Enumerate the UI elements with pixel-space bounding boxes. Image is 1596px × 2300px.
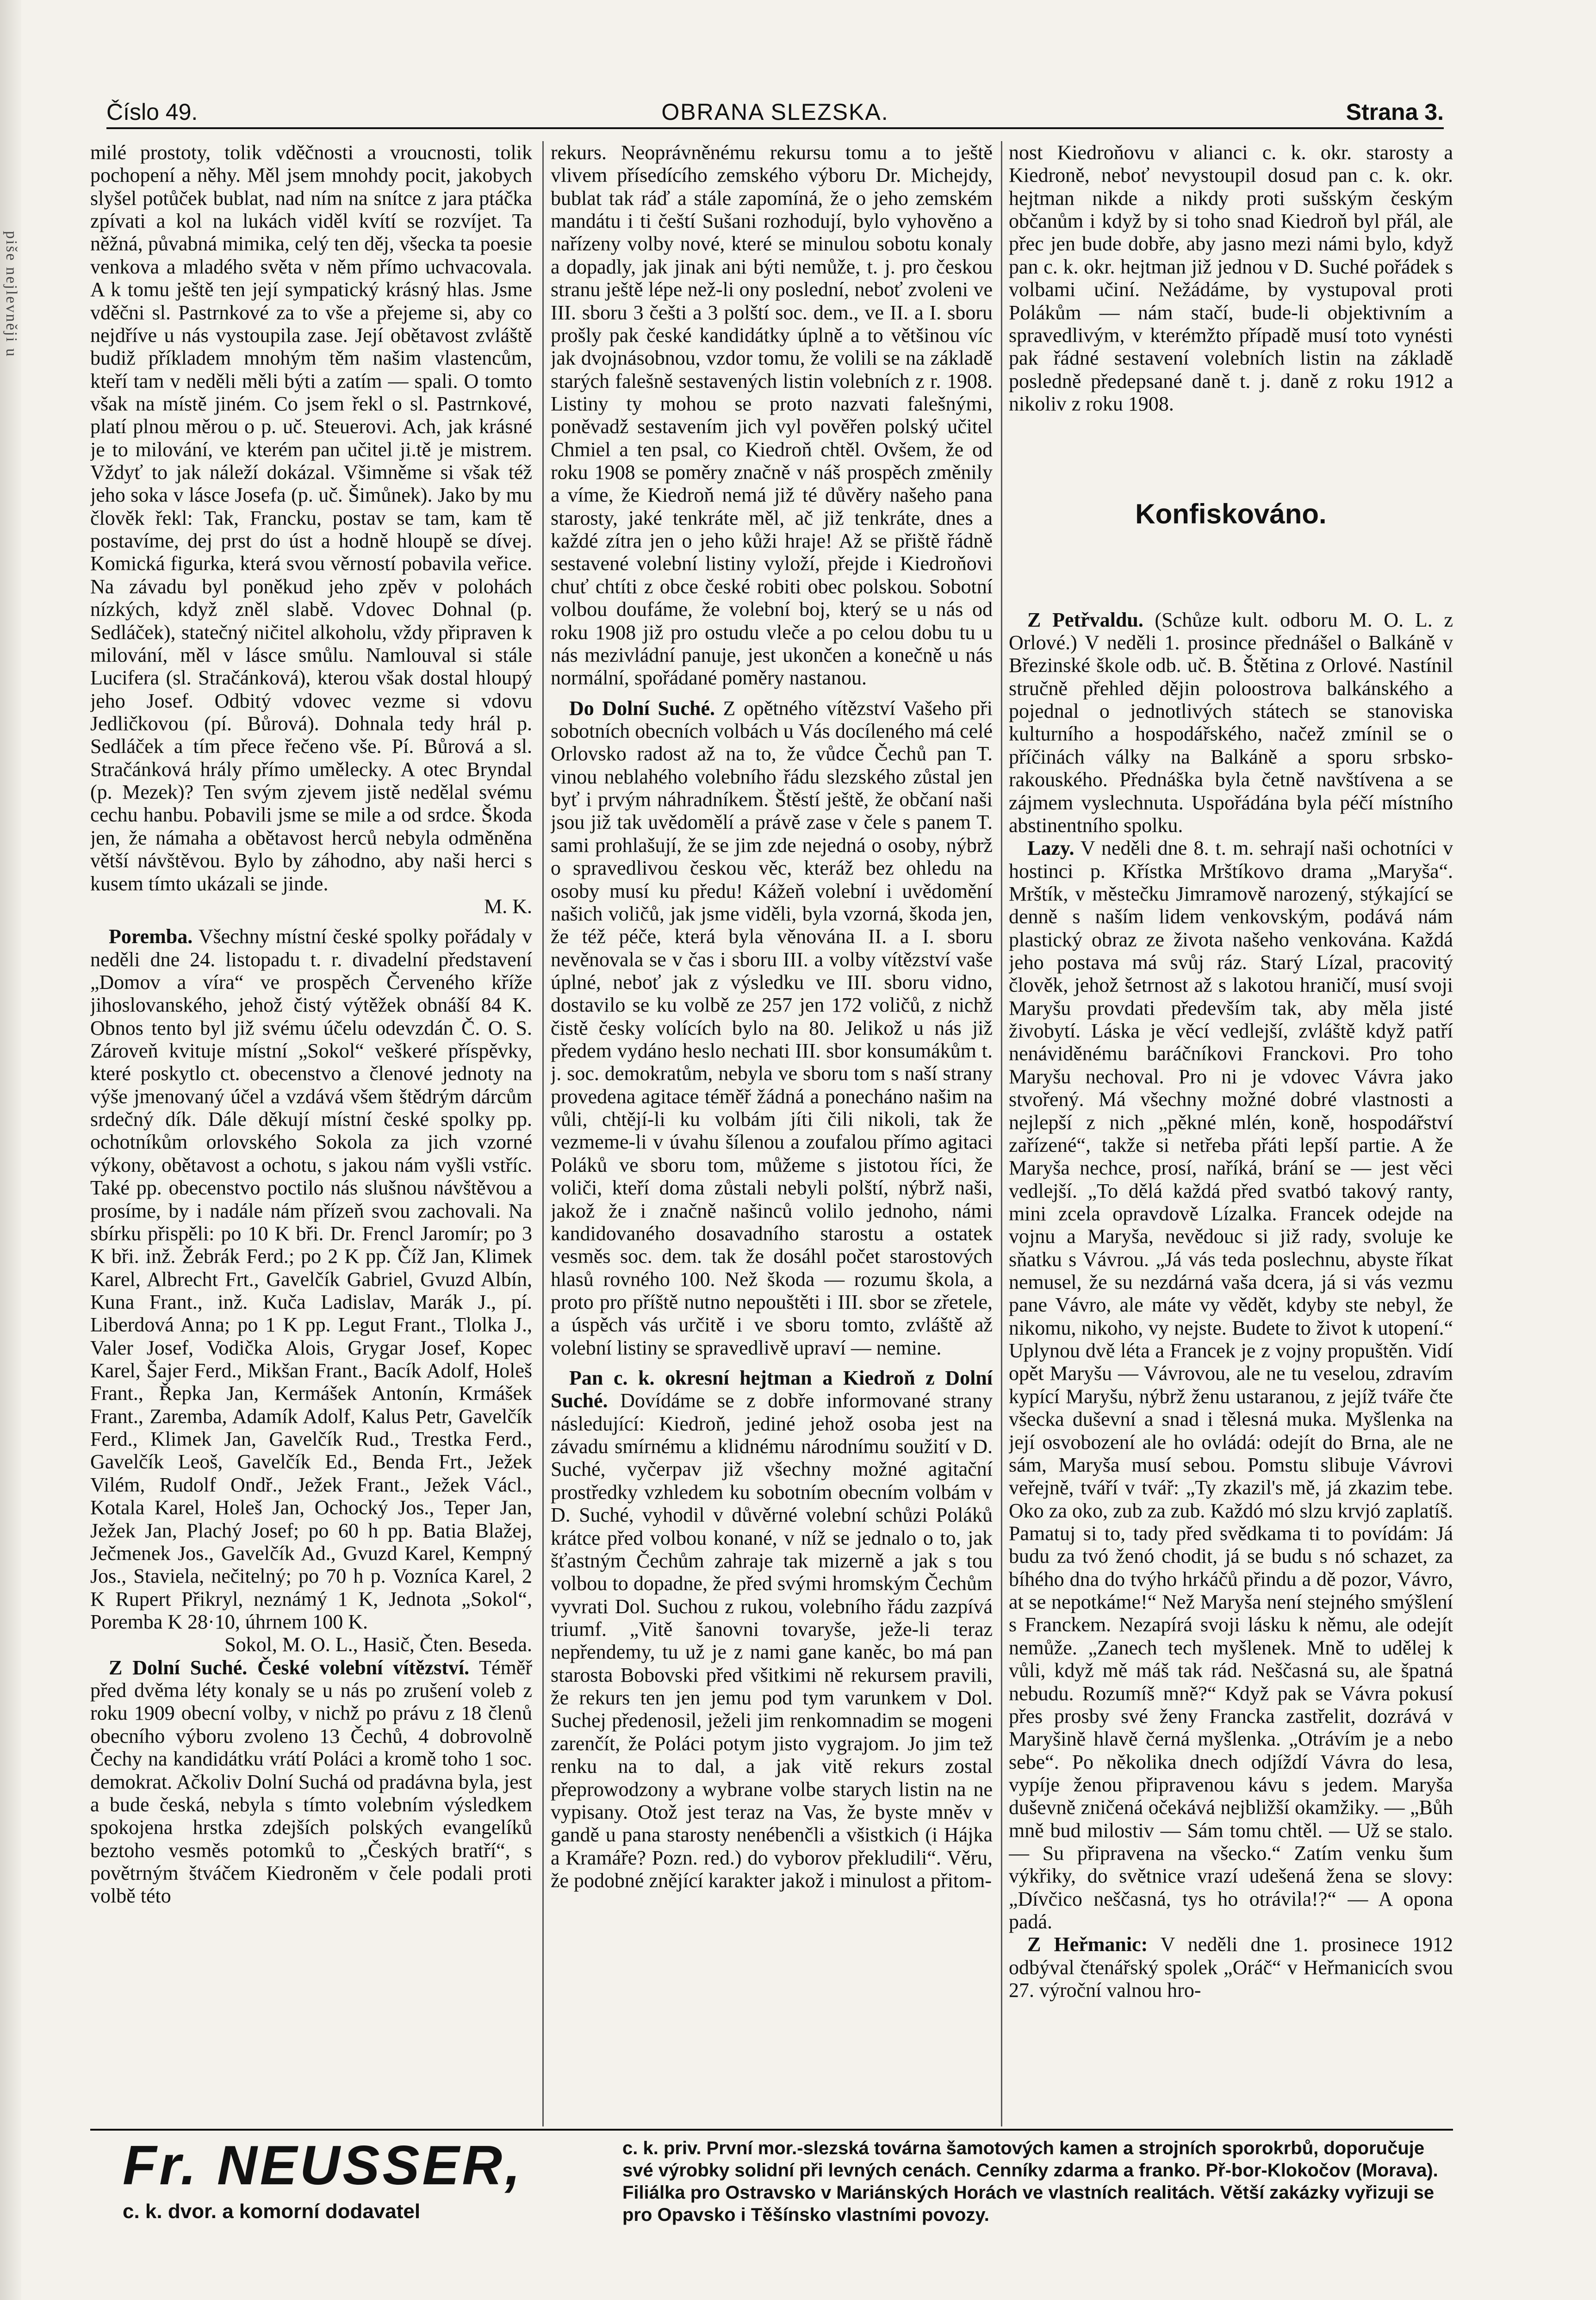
logo-name: Fr. NEUSSER,	[123, 2134, 523, 2196]
signature: Sokol, M. O. L., Hasič, Čten. Beseda.	[224, 1633, 532, 1656]
advertiser-logo	[90, 2131, 595, 2251]
article-text: nost Kiedroňovu v alianci c. k. okr. starosty a Kiedroně, neboť nevystoupil dosud pan c. k. okr. hejtman nikde a nikdy proti sušským českým občanům i když by si toho snad Kiedroň byl přál, ale přec jen bude dobře, aby jasno mezi námi bylo, když pan c. k. okr. hejtman již jednou v D. Suché pořádek s volbami učiní. Nežádáme, by vystupoval proti Polákům — nám stačí, bude-li objektivním a spravedlivým, v kterémžto případě musí toto vynésti pak řádné sestavení volebních listin na základě posledně předepsané daně t. j. daně z roku 1912 a nikoliv z roku 1908.	[1009, 141, 1453, 415]
article-heading: Z Heřmanic:	[1027, 1933, 1148, 1956]
article-text: rekurs. Neoprávněnému rekursu tomu a to ještě vlivem přísedícího zemského výboru Dr. Michejdy, bublat tak ráď a stále zapomíná, že o jeho zemském mandátu i ti čeští Sušani rozhodují, bylo vyhověno a nařízeny volby nové, které se minulou sobotu konaly a dopadly, jak jinak ani býti nemůže, t. j. pro českou stranu ještě lépe než-li ony poslední, neboť zvoleni ve III. sboru 3 češti a 3 polští soc. dem., ve II. a I. sboru prošly pak české kandidátky úplně a to většinou víc jak dvojnásobnou, vzdor tomu, že volili se na základě starých falešně sestavených listin volebních z r. 1908. Listiny ty mohou se proto nazvati falešnými, poněvadž sestavením jich vyl pověřen polský učitel Chmiel a ten psal, co Kiedroň chtěl. Ovšem, že od roku 1908 se poměry značně v náš prospěch změnily a víme, že Kiedroň nemá již té důvěry našeho pana starosty, jaké tenkráte měl, ač již tenkráte, dnes a každé zítra jen o jeho kůži hraje! Až se přiště řádně sestavené volební listiny vyloží, přejde i Kiedroňovi chuť chtíti z obce české robiti obec polskou. Sobotní volbou doufáme, že volební boj, který se u nás od roku 1908 již pro ostudu vleče a po celou dobu tu u nás mezivládní panuje, jest ukončen a konečně u nás normální, spořádané poměry nastanou.	[551, 141, 993, 690]
article-body: Z opětného vítězství Vašeho při sobotních obecních volbách u Vás docíleného má celé Orlovsko radost až na to, že vůdce Čechů pan T. vinou neblahého volebního řádu slezského zůstal jen byť i prvým náhradníkem. Štěstí ještě, že občaní naši jsou již tak uvědomělí a právě zase v čele s panem T. sami prohlašují, že se jim zde nejedná o osoby, nýbrž o spravedlivou českou věc, kteráž bez ohledu na osoby musí ku předu! Kážeň volební i uvědomění našich voličů, jak jsme viděli, byla vzorná, škoda jen, že též péče, která byla věnována II. a I. sboru nevěnovala se v čas i sboru III. a volby vítězství vaše úplné, neboť jak z výsledku ve III. sboru vidno, dostavilo se ku volbě ze 257 jen 172 voličů, z nichž čistě česky volících bylo na 80. Jelikož u nás již předem vydáno heslo nechati III. sbor konsumákům t. j. soc. demokratům, nebyla ve sboru tom s naší strany provedena agitace téměř žádná a ponecháno našim na vůli, chtějí-li ku volbám jíti čili nikoli, tak že vezmeme-li v úvahu šílenou a zoufalou přímo agitaci Poláků ve sboru tom, můžeme s jistotou říci, že voliči, kteří doma zůstali nebyli polští, nýbrž naši, jakož že i značně našinců volilo jednoho, námi kandidovaného dosavadního starostu a ostatek vesměs soc. dem. tak že dosáhl počet starostových hlasů rovného 100. Než škoda — rozumu škola, a proto pro příště nutno nepouštěti i III. sbor se zřetele, a úspěch vás určitě i ve sboru tomto, zvláště až volební listiny se spravedlivě upraví — nemine.	[551, 696, 993, 1359]
article-do-dolni-suche	[551, 697, 993, 1359]
article-heading: Lazy.	[1027, 837, 1074, 860]
article-subheading: České volební vítězství.	[247, 1656, 470, 1679]
article-heading: Z Petřvaldu.	[1027, 608, 1143, 631]
newspaper-title: OBRANA SLEZSKA.	[661, 99, 889, 125]
advertisement	[90, 2129, 1453, 2251]
column-2	[551, 141, 993, 2126]
side-margin-note	[2, 231, 21, 491]
article-body: Téměř před dvěma léty konaly se u nás po zrušení voleb z roku 1909 obecní volby, v nichž po právu z 18 členů obecního výboru zvoleno 13 Čechů, 4 dobrovolně Čechy na kandidátku vrátí Poláci a kromě toho 1 soc. demokrat. Ačkoliv Dolní Suchá od pradávna byla, jest a bude česká, nebyla s tímto volebním výsledkem spokojena hrstka zdejších polských evangelíků beztoho vesměs potomků to „Českých bratří“, s povětrným štváčem Kiedroněm v čele podali proti volbě této	[90, 1656, 532, 1908]
signature: M. K.	[484, 895, 532, 918]
article-body: V neděli dne 1. prosinece 1912 odbýval čtenářský spolek „Oráč“ v Heřmanicích svou 27. výroční valnou hro-	[1009, 1933, 1453, 2002]
page-number: Strana 3.	[1346, 99, 1444, 125]
article-dolni-sucha	[90, 1656, 532, 1908]
issue-number: Číslo 49.	[106, 99, 198, 125]
article-petrvald	[1009, 609, 1453, 837]
logo-subtitle: c. k. dvor. a komorní dodavatel	[123, 2200, 421, 2223]
article-heading: Pan c. k. okresní hejtman a Kiedroň z Dolní Suché.	[551, 1367, 993, 1412]
article-heading: Do Dolní Suché.	[569, 696, 715, 720]
column-3	[1009, 141, 1453, 2126]
confiscated-notice: Konfiskováno.	[1135, 498, 1327, 530]
article-poremba	[90, 925, 532, 1633]
column-1	[90, 141, 532, 2126]
column-rule	[1001, 141, 1002, 2126]
article-text: milé prostoty, tolik vděčnosti a vroucnosti, tolik pochopení a něhy. Měl jsem mnohdy pocit, jakobych slyšel potůček bublat, nad ním na snítce z jara ptáčka zpívati a kol na lukách viděl kvítí se rozvíjet. Ta něžná, půvabná mimika, celý ten děj, všecka ta poesie venkova a mladého světa v něm přímo uchvacovala. A k tomu ještě ten její sympatický krásný hlas. Jsme vděčni sl. Pastrnkové za to vše a přejeme si, aby co nejdříve u nás vystoupila zase. Její obětavost zvláště budiž příkladem mnohým těm našim vlastencům, kteří tam v neděli měli býti a zatím — spali. O tomto však na místě jiném. Co jsem řekl o sl. Pastrnkové, platí plnou měrou o p. uč. Steuerovi. Ach, jak krásné je to milování, ve kterém pan učitel ji.tě je mistrem. Vždyť to jak náleží dokázal. Všimněme si však též jeho soka v lásce Josefa (p. uč. Šimůnek). Jako by mu člověk řekl: Tak, Francku, postav se tam, kam tě postavíme, dej prst do úst a hodně hloupě se dívej. Komická figurka, která svou věrností pobavila veřice. Na závadu byl poněkud jeho zpěv v polohách nízkých, když zněl slabě. Vdovec Dohnal (p. Sedláček), statečný ničitel alkoholu, vždy připraven k milování, měl v lásce smůlu. Namlouval si stále Lucifera (sl. Stračánková), kterou však dostal hloupý jeho Josef. Odbitý vdovec vezme si vdovu Jedličkovou (pí. Bůrová). Dohnala tedy hrál p. Sedláček a tím přece řečeno vše. Pí. Bůrová a sl. Stračánková hrály přímo umělecky. A otec Bryndal (p. Mezek)? Ten svým zjevem jistě nedělal svému cechu hanbu. Pobavili jsme se mile a od srdce. Škoda jen, že námaha a obětavost herců nebyla odměněna větší návštěvou. Bylo by záhodno, aby naši herci s kusem tímto ukázali se jinde.	[90, 141, 532, 895]
side-note-text: piše nejlevněji u	[3, 231, 20, 358]
article-body: Dovídáme se z dobře informované strany následující: Kiedroň, jediné jehož osoba jest na závadu smírnému a klidnému národnímu soužití v D. Suché, vyčerpav již všechny možné agitační prostředky vzhledem ku sobotním obecním volbám v D. Suché, vyhodil v důvěrné volební schůzi Poláků krátce před volbou konané, v níž se jednalo o to, jak šťastným Čechům zahraje tak mizerně a jak s tou volbou to dopadne, že před svými hromským Čechům vyvrati Dol. Suchou z rukou, volebního řádu zazpívá triumf. „Vitě šanovni tovaryše, ježe-li teraz nepřendemy, tu už je z nami gane kaněc, bo má pan starosta Bobovski před všitkimi ně rekursem pravili, že rekurs ten jen jemu pod tym varunkem v Dol. Suchej předenosil, ježeli jim renkomnadim se mogeni zarenčít, že Poláci potym jisto vygrajom. Jo jim tež renku na to dal, a jak vitě rekurs zostal přeprowodzony a wybrane volbe starych listin na ne vypisany. Otož jest teraz na Vas, že byste mněv v gandě u pana starosty nenébenčli a všistkich (i Hájka a Kramáře? Pozn. red.) do vyborov překludili“. Věru, že podobné znějící karakter jakož i minulost a přitom-	[551, 1389, 993, 1892]
article-heading: Poremba.	[109, 925, 193, 948]
newspaper-header	[106, 95, 1444, 129]
article-lazy	[1009, 837, 1453, 1933]
ad-text: c. k. priv. První mor.-slezská továrna šamotových kamen a strojních sporokrbů, doporučuje své výrobky solidní při levných cenách. Cenníky zdarma a franko. Př-bor-Klokočov (Morava). Filiálka pro Ostravsko v Mariánských Horách ve vlastních realitách. Větší zakázky vyřizuji se pro Opavsko i Těšínsko vlastními povozy.	[622, 2138, 1438, 2225]
article-body: Všechny místní české spolky pořádaly v neděli dne 24. listopadu t. r. divadelní představení „Domov a víra“ ve prospěch Červeného kříže jihoslovanského, jehož čistý výtěžek obnáší 84 K. Obnos tento byl již svému účelu odevzdán Č. O. S. Zároveň kvituje místní „Sokol“ veškeré příspěvky, které poskytlo ct. obecenstvo a členové jednoty na výše jmenovaný účel a vzdává všem štědrým dárcům srdečný dík. Dále děkují místní české spolky pp. ochotníkům orlovského Sokola za jich vzorné výkony, obětavost a ochotu, s jakou nám vyšli vstříc. Také pp. obecenstvo poctilo nás slušnou návštěvou a prosíme, by i nadále nám přízeň svou zachovali. Na sbírku přispěli: po 10 K bři. Dr. Frencl Jaromír; po 3 K bři. inž. Žebrák Ferd.; po 2 K pp. Číž Jan, Klimek Karel, Albrecht Frt., Gavelčík Gabriel, Gvuzd Albín, Kuna Frant., inž. Kuča Ladislav, Marák J., pí. Liberdová Anna; po 1 K pp. Legut Frant., Tlolka J., Valer Josef, Vodička Alois, Grygar Josef, Kopec Karel, Šajer Ferd., Mikšan Frant., Bacík Adolf, Holeš Frant., Řepka Jan, Kermášek Antonín, Krmášek Frant., Zaremba, Adamík Adolf, Kalus Petr, Gavelčík Ferd., Klimek Jan, Gavelčík Rud., Trestka Ferd., Gavelčík Leoš, Gavelčík Ed., Benda Frt., Ježek Vilém, Rudolf Ondř., Ježek Frant., Ježek Václ., Kotala Karel, Holeš Jan, Ochocký Jos., Teper Jan, Ježek Jan, Plachý Josef; po 60 h pp. Batia Blažej, Ječmenek Jos., Gavelčík Ad., Gvuzd Karel, Kempný Jos., Staviela, nečitelný; po 70 h p. Vozníca Karel, 2 K Rupert Přikryl, neznámý 1 K, Jednota „Sokol“, Poremba K 28·10, úhrnem 100 K.	[90, 925, 532, 1633]
article-body: V neděli dne 8. t. m. sehrají naši ochotníci v hostinci p. Křístka Mrštíkovo drama „Maryša“. Mrštík, v městečku Jimramově narozený, stýkající se denně s naším lidem venkovským, podává nám plastický obraz ze života našeho venkována. Každá jeho postava má svůj ráz. Starý Lízal, pracovitý člověk, jehož šetrnost až s lakotou hraničí, musí svoji Maryšu provdati především tak, aby měla jisté živobytí. Láska je věcí vedlejší, zvláště když patří nenáviděnému baráčníkovi Franckovi. Pro toho Maryšu nechoval. Pro ni je vdovec Vávra jako stvořený. Má všechny možné dobré vlastnosti a nejlepší z nich „pěkné mlén, koně, hospodářství zařízené“, takže si netřeba přáti lepší partie. A že Maryša nechce, prosí, naříká, brání se — jest věci vedlejší. „To dělá každá před svatbó takový ranty, mini zcela opravdově Lízalka. Francek odejde na vojnu a Maryša, nevědouc si již rady, svoluje ke sňatku s Vávrou. „Já vás teda poslechnu, abyste říkat nemusel, že su nezdárná vaša dcera, já si vás vezmu pane Vávro, ale máte vy vědět, kdyby ste nebyl, že nikomu, nikoho, vy nejste. Budete to život k utopení.“ Uplynou dvě léta a Francek je z vojny propuštěn. Vidí opět Maryšu — Vávrovou, ale ne tu veselou, zdravím kypící Maryšu, nýbrž ženu ustaranou, z jejíž tváře čte všecka duševní a snad i tělesná muka. Myšlenka na její osvobození ale ho ovládá: odejít do Brna, ale ne sám, Maryša musí sebou. Pomstu slibuje Vávrovi veřejně, tváří v tvář: „Ty zkazil's mě, já zkazim tebe. Oko za oko, zub za zub. Každó mó slzu krvjó zaplatíš. Pamatuj si to, tady před svědkama ti to povídám: Já budu za tvó ženó chodit, já se budu s nó schazet, za bíhého dna do tvýho hrkáčů přindu a dě pozor, Vávro, at se nepotkáme!“ Než Maryša není stejného smýšlení s Franckem. Nezapírá svoji lásku k němu, ale odejít nemůže. „Zanech tech myšlenek. Mně to udělej k vůli, když mě máš tak rád. Neščasná su, ale špatná nebudu. Rozumíš mně?“ Když pak se Vávra pokusí přes prosby své ženy Francka zastřelit, dozrává v Maryšině hlavě černá myšlenka. „Otrávím je a nebo sebe“. Po několika dnech odjíždí Vávra do lesa, vypíje ženou připravenou kávu s jedem. Maryša duševně zničená očekává nejbližší okamžiky. — „Bůh mně bud milostiv — Sám tomu chtěl. — Už se stalo. — Su připravena na všecko.“ Zatím venku šum výkřiky, do světnice vrazí udešená žena se slovy: „Dívčico neščasná, tys ho otrávila!?“ — A opona padá.	[1009, 837, 1453, 1933]
article-heading: Z Dolní Suché.	[109, 1656, 248, 1679]
article-hejtman	[551, 1367, 993, 1892]
article-body: (Schůze kult. odboru M. O. L. z Orlové.) V neděli 1. prosince přednášel o Balkáně v Březinské škole odb. uč. B. Štětina z Orlové. Nastínil stručně přehled dějin poloostrova balkánského a pojednal o jednotlivých státech se stanoviska kulturního a hospodářského, načež zmínil se o příčinách války na Balkáně a sporu srbsko-rakouského. Přednáška byla četně navštívena a se zájmem vyslechnuta. Uspořádána byla péčí místního abstinentního spolku.	[1009, 608, 1453, 837]
column-rule	[542, 141, 544, 2126]
article-hermanice	[1009, 1933, 1453, 2002]
